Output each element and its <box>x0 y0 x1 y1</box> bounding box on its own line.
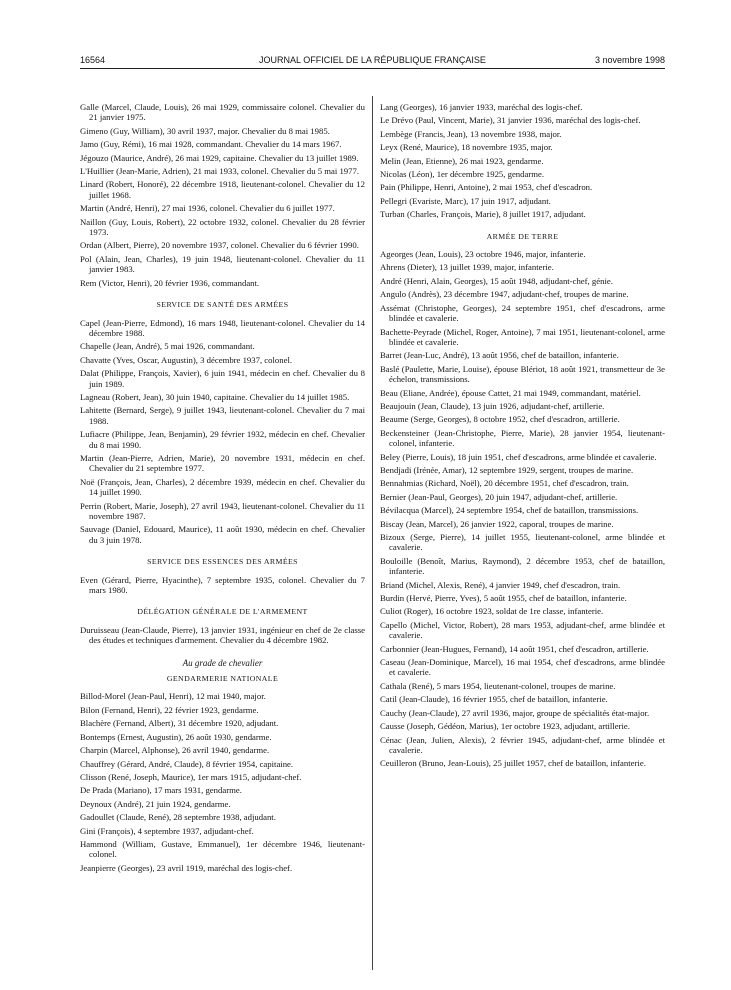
list-item: Lufiacre (Philippe, Jean, Benjamin), 29 février 1932, médecin en chef. Chevalier du 8 mai 1990. <box>80 429 365 450</box>
list-item: Gadoullet (Claude, René), 28 septembre 1938, adjudant. <box>80 812 276 823</box>
list-item: Pol (Alain, Jean, Charles), 19 juin 1948, lieutenant-colonel. Chevalier du 11 janvier 1983. <box>80 253 365 275</box>
list-item: Rem (Victor, Henri), 20 février 1936, commandant. <box>80 277 260 288</box>
list-item: Bontemps (Ernest, Augustin), 26 août 1930, gendarme. <box>80 731 272 742</box>
list-item: Leyx (René, Maurice), 18 novembre 1935, major. <box>380 142 553 153</box>
list-item: Sauvage (Daniel, Edouard, Maurice), 11 août 1930, médecin en chef. Chevalier du 3 juin 1978. <box>80 524 365 545</box>
list-item: Ordan (Albert, Pierre), 20 novembre 1937, colonel. Chevalier du 6 février 1990. <box>80 240 359 251</box>
list-item: Catil (Jean-Claude), 16 février 1955, chef de bataillon, infanterie. <box>380 694 608 705</box>
list-item: Nicolas (Léon), 1er décembre 1925, gendarme. <box>380 169 545 180</box>
list-item: Naillon (Guy, Louis, Robert), 22 octobre 1932, colonel. Chevalier du 28 février 1973. <box>80 216 365 238</box>
list-item: Biscay (Jean, Marcel), 26 janvier 1922, caporal, troupes de marine. <box>380 518 614 529</box>
list-item: Jamo (Guy, Rémi), 16 mai 1928, commandant. Chevalier du 14 mars 1967. <box>80 139 342 150</box>
list-item: André (Henri, Alain, Georges), 15 août 1948, adjudant-chef, génie. <box>380 275 613 286</box>
list-item: Le Drévo (Paul, Vincent, Marie), 31 janvier 1936, maréchal des logis-chef. <box>380 115 641 126</box>
list-item: Ageorges (Jean, Louis), 23 octobre 1946, major, infanterie. <box>380 249 586 260</box>
list-item: Lagneau (Robert, Jean), 30 juin 1940, capitaine. Chevalier du 14 juillet 1985. <box>80 391 350 402</box>
list-item: Charpin (Marcel, Alphonse), 26 avril 1940, gendarme. <box>80 745 270 756</box>
list-item: Bernier (Jean-Paul, Georges), 20 juin 1947, adjudant-chef, artillerie. <box>380 491 618 502</box>
list-item: Lembège (Francis, Jean), 13 novembre 1938, major. <box>380 128 562 139</box>
list-item: Linard (Robert, Honoré), 22 décembre 1918, lieutenant-colonel. Chevalier du 12 juillet 1968. <box>80 179 365 200</box>
list-item: Burdin (Hervé, Pierre, Yves), 5 août 1955, chef de bataillon, infanterie. <box>380 593 627 604</box>
list-item: Clisson (René, Joseph, Maurice), 1er mars 1915, adjudant-chef. <box>80 771 302 782</box>
list-item: Bachette-Peyrade (Michel, Roger, Antoine), 7 mai 1951, lieutenant-colonel, arme blindée et cavalerie. <box>380 326 665 347</box>
list-item: Cauchy (Jean-Claude), 27 avril 1936, major, groupe de spécialités état-major. <box>380 707 650 718</box>
list-item: Martin (André, Henri), 27 mai 1936, colonel. Chevalier du 6 juillet 1977. <box>80 203 335 214</box>
list-item: Capello (Michel, Victor, Robert), 28 mars 1953, adjudant-chef, arme blindée et cavalerie. <box>380 619 665 641</box>
list-item: Bennahmias (Richard, Noël), 20 décembre 1951, chef d'escadron, train. <box>380 478 629 489</box>
list-item: Perrin (Robert, Marie, Joseph), 27 avril 1943, lieutenant-colonel. Chevalier du 11 novembre 1987. <box>80 500 365 521</box>
header-rule <box>80 68 665 69</box>
list-item: Chavatte (Yves, Oscar, Augustin), 3 décembre 1937, colonel. <box>80 354 293 365</box>
list-item: Noë (François, Jean, Charles), 2 décembre 1939, médecin en chef. Chevalier du 14 juillet 1990. <box>80 476 365 498</box>
list-item: Chauffrey (Gérard, André, Claude), 8 février 1954, capitaine. <box>80 758 294 769</box>
list-item: Assémat (Christophe, Georges), 24 septembre 1951, chef d'escadrons, arme blindée et cavalerie. <box>380 302 665 324</box>
list-item: Capel (Jean-Pierre, Edmond), 16 mars 1948, lieutenant-colonel. Chevalier du 14 décembre 1988. <box>80 317 365 338</box>
list-item: Dalat (Philippe, François, Xavier), 6 juin 1941, médecin en chef. Chevalier du 8 juin 1989. <box>80 368 365 389</box>
section-heading: DÉLÉGATION GÉNÉRALE DE L'ARMEMENT <box>137 607 308 617</box>
list-item: Bendjadi (Irénée, Amar), 12 septembre 1929, sergent, troupes de marine. <box>380 464 634 475</box>
list-item: Pellegri (Evariste, Marc), 17 juin 1917, adjudant. <box>380 195 551 206</box>
list-item: Lahitette (Bernard, Serge), 9 juillet 1943, lieutenant-colonel. Chevalier du 7 mai 1988. <box>80 405 365 426</box>
list-item: Beaume (Serge, Georges), 8 octobre 1952, chef d'escadron, artillerie. <box>380 414 620 425</box>
section-heading: GENDARMERIE NATIONALE <box>166 674 279 684</box>
issue-date: 3 novembre 1998 <box>594 55 665 65</box>
list-item: Carbonnier (Jean-Hugues, Fernand), 14 août 1951, chef d'escadron, artillerie. <box>380 643 649 654</box>
right-column <box>380 102 665 772</box>
list-item: Causse (Joseph, Gédéon, Marius), 1er octobre 1923, adjudant, artillerie. <box>380 721 630 732</box>
list-item: Martin (Jean-Pierre, Adrien, Marie), 20 novembre 1931, médecin en chef. Chevalier du 21 septembre 1977. <box>80 452 365 474</box>
list-item: Turban (Charles, François, Marie), 8 juillet 1917, adjudant. <box>380 209 586 220</box>
list-item: Ceuilleron (Bruno, Jean-Louis), 25 juillet 1957, chef de bataillon, infanterie. <box>380 758 646 769</box>
list-item: Briand (Michel, Alexis, René), 4 janvier 1949, chef d'escadron, train. <box>380 579 621 590</box>
list-item: Gimeno (Guy, William), 30 avril 1937, major. Chevalier du 8 mai 1985. <box>80 125 330 136</box>
section-heading: SERVICE DES ESSENCES DES ARMÉES <box>147 557 298 567</box>
list-item: Melin (Jean, Etienne), 26 mai 1923, gendarme. <box>380 155 544 166</box>
left-column <box>80 102 365 876</box>
list-item: Duruisseau (Jean-Claude, Pierre), 13 janvier 1931, ingénieur en chef de 2e classe des études et techniques d'armement. Chevalier du 4 décembre 1982. <box>80 624 365 646</box>
column-divider <box>372 96 373 970</box>
list-item: Galle (Marcel, Claude, Louis), 26 mai 1929, commissaire colonel. Chevalier du 21 janvier 1975. <box>80 102 365 123</box>
list-item: Pain (Philippe, Henri, Antoine), 2 mai 1953, chef d'escadron. <box>380 182 593 193</box>
list-item: Cathala (René), 5 mars 1954, lieutenant-colonel, troupes de marine. <box>380 680 616 691</box>
list-item: De Prada (Mariano), 17 mars 1931, gendarme. <box>80 785 242 796</box>
list-item: Bizoux (Serge, Pierre), 14 juillet 1955, lieutenant-colonel, arme blindée et cavalerie. <box>380 532 665 553</box>
list-item: Beckensteiner (Jean-Christophe, Pierre, Marie), 28 janvier 1954, lieutenant-colonel, infanterie. <box>380 427 665 449</box>
journal-title: JOURNAL OFFICIEL DE LA RÉPUBLIQUE FRANÇAISE <box>259 55 486 65</box>
list-item: Jeanpierre (Georges), 23 avril 1919, maréchal des logis-chef. <box>80 862 293 873</box>
list-item: Bévilacqua (Marcel), 24 septembre 1954, chef de bataillon, transmissions. <box>380 505 639 516</box>
page-number: 16564 <box>80 55 106 65</box>
grade-subtitle: Au grade de chevalier <box>182 657 263 668</box>
list-item: Chapelle (Jean, André), 5 mai 1926, commandant. <box>80 341 255 352</box>
list-item: Beley (Pierre, Louis), 18 juin 1951, chef d'escadrons, arme blindée et cavalerie. <box>380 451 657 462</box>
list-item: Caseau (Jean-Dominique, Marcel), 16 mai 1954, chef d'escadrons, arme blindée et cavalerie. <box>380 657 665 678</box>
list-item: Jégouzo (Maurice, André), 26 mai 1929, capitaine. Chevalier du 13 juillet 1989. <box>80 152 359 163</box>
list-item: Angulo (Andrès), 23 décembre 1947, adjudant-chef, troupes de marine. <box>380 289 629 300</box>
list-item: Bouloille (Benoît, Marius, Raymond), 2 décembre 1953, chef de bataillon, infanterie. <box>380 555 665 577</box>
list-item: Baslé (Paulette, Marie, Louise), épouse Blériot, 18 août 1921, transmetteur de 3e échelon, transmissions. <box>380 363 665 385</box>
list-item: Bilon (Fernand, Henri), 22 février 1923, gendarme. <box>80 704 259 715</box>
list-item: Deynoux (André), 21 juin 1924, gendarme. <box>80 798 231 809</box>
list-item: Ahrens (Dieter), 13 juillet 1939, major, infanterie. <box>380 262 554 273</box>
list-item: Even (Gérard, Pierre, Hyacinthe), 7 septembre 1935, colonel. Chevalier du 7 mars 1980. <box>80 574 365 596</box>
section-heading: ARMÉE DE TERRE <box>486 231 559 241</box>
list-item: Gini (François), 4 septembre 1937, adjudant-chef. <box>80 825 254 836</box>
list-item: Culiot (Roger), 16 octobre 1923, soldat de 1re classe, infanterie. <box>380 606 604 617</box>
list-item: Lang (Georges), 16 janvier 1933, maréchal des logis-chef. <box>380 102 583 112</box>
list-item: Barret (Jean-Luc, André), 13 août 1956, chef de bataillon, infanterie. <box>380 350 619 361</box>
list-item: Beaujouin (Jean, Claude), 13 juin 1926, adjudant-chef, artillerie. <box>380 400 605 411</box>
list-item: Cénac (Jean, Julien, Alexis), 2 février 1945, adjudant-chef, arme blindée et cavalerie. <box>380 734 665 755</box>
section-heading: SERVICE DE SANTÉ DES ARMÉES <box>156 300 289 310</box>
list-item: Billod-Morel (Jean-Paul, Henri), 12 mai 1940, major. <box>80 691 266 702</box>
list-item: Blachère (Fernand, Albert), 31 décembre 1920, adjudant. <box>80 718 279 729</box>
list-item: L'Huillier (Jean-Marie, Adrien), 21 mai 1933, colonel. Chevalier du 5 mai 1977. <box>80 166 360 177</box>
page-header <box>80 55 665 69</box>
list-item: Hammond (William, Gustave, Emmanuel), 1er décembre 1946, lieutenant-colonel. <box>80 838 365 860</box>
list-item: Beau (Eliane, Andrée), épouse Cattet, 21 mai 1949, commandant, matériel. <box>380 387 641 398</box>
